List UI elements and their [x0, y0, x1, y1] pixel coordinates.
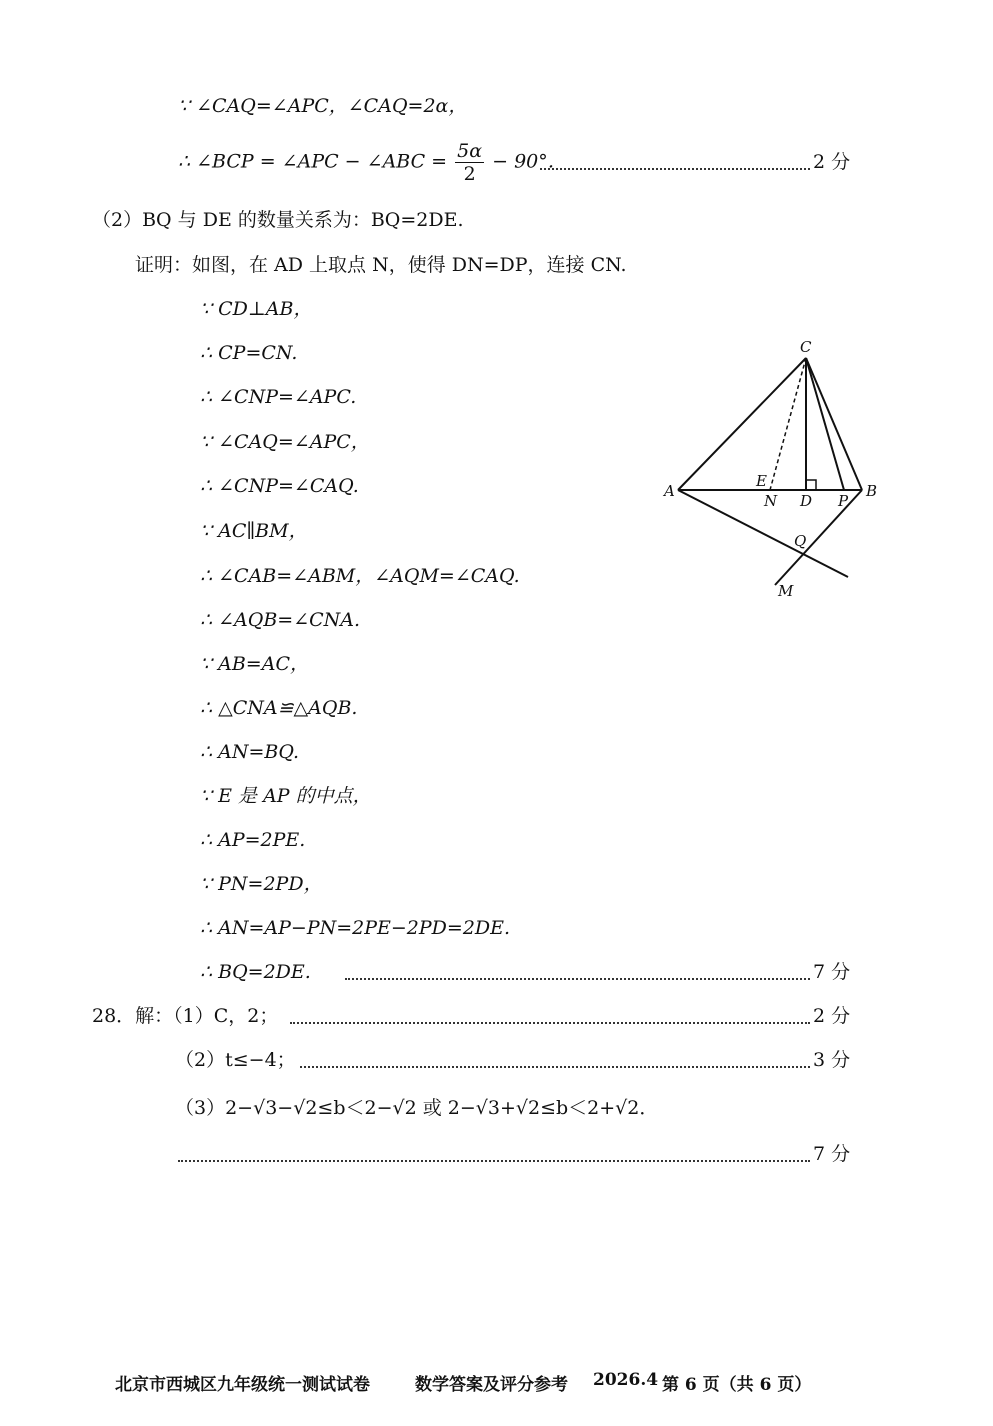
segment-ac — [678, 358, 806, 490]
proof-step: ∴ ∠CNP=∠CAQ. — [200, 475, 359, 497]
proof-step: ∴ ∠CAB=∠ABM，∠AQM=∠CAQ. — [200, 565, 520, 587]
dotted-leader — [300, 1066, 810, 1068]
proof-intro: 证明：如图，在 AD 上取点 N，使得 DN=DP，连接 CN. — [135, 254, 627, 276]
fraction — [455, 140, 484, 185]
proof-step: ∵ E 是 AP 的中点， — [200, 785, 372, 807]
dotted-leader — [345, 978, 810, 980]
right-angle-icon — [806, 480, 816, 490]
line-caq-apc: ∵ ∠CAQ=∠APC，∠CAQ=2α， — [178, 95, 468, 117]
segment-bm — [775, 490, 862, 585]
proof-step: ∴ ∠AQB=∠CNA. — [200, 609, 361, 631]
proof-step: ∵ ∠CAQ=∠APC， — [200, 431, 370, 453]
proof-step: ∴ CP=CN. — [200, 342, 298, 364]
score-7: 7 分 — [813, 961, 851, 983]
label-e: E — [756, 472, 767, 490]
dotted-leader — [178, 1160, 810, 1162]
proof-step: ∴ AN=BQ. — [200, 741, 300, 763]
proof-step: ∴ AN=AP−PN=2PE−2PD=2DE. — [200, 917, 511, 939]
proof-step: ∴ BQ=2DE. — [200, 961, 311, 983]
proof-step: ∴ AP=2PE. — [200, 829, 306, 851]
score-7: 7 分 — [813, 1143, 851, 1165]
geometry-figure — [660, 330, 890, 610]
proof-step: ∴ ∠CNP=∠APC. — [200, 386, 357, 408]
label-m: M — [778, 582, 794, 600]
label-c: C — [800, 338, 812, 356]
q28-part1: 28．解：（1）C，2； — [92, 1005, 279, 1027]
line-bcp-formula — [178, 140, 567, 185]
score-2: 2 分 — [813, 1005, 851, 1027]
footer-exam-title: 北京市西城区九年级统一测试试卷 — [115, 1375, 370, 1395]
footer-subject: 数学答案及评分参考 — [415, 1375, 568, 1395]
fraction-denominator: 2 — [463, 163, 476, 185]
label-d: D — [800, 492, 813, 510]
proof-step: ∵ AC∥BM， — [200, 520, 308, 542]
label-n: N — [764, 492, 778, 510]
score-3: 3 分 — [813, 1049, 851, 1071]
segment-cp — [806, 358, 844, 490]
proof-step: ∵ AB=AC， — [200, 653, 309, 675]
q28-part3: （3）2−√3−√2≤b＜2−√2 或 2−√3+√2≤b＜2+√2． — [175, 1097, 659, 1119]
score-2: 2 分 — [813, 151, 851, 173]
formula-suffix: − 90°． — [492, 150, 567, 173]
label-b: B — [866, 482, 878, 500]
label-p: P — [838, 492, 849, 510]
proof-step: ∴ △CNA≌△AQB. — [200, 697, 358, 719]
label-q: Q — [794, 532, 807, 550]
q28-part2: （2）t≤−4； — [175, 1049, 296, 1071]
dotted-leader — [540, 168, 810, 170]
footer-date: 2026.4 — [593, 1370, 659, 1390]
proof-step: ∵ PN=2PD， — [200, 873, 323, 895]
part2-claim: （2）BQ 与 DE 的数量关系为：BQ=2DE. — [92, 209, 464, 231]
label-a: A — [664, 482, 675, 500]
dotted-leader — [290, 1022, 810, 1024]
fraction-numerator: 5α — [457, 140, 483, 162]
formula-prefix: ∴ ∠BCP = ∠APC − ∠ABC = — [178, 150, 448, 173]
segment-cb — [806, 358, 862, 490]
proof-step: ∵ CD⊥AB， — [200, 298, 313, 320]
footer-page-number: 第 6 页（共 6 页） — [662, 1375, 812, 1395]
